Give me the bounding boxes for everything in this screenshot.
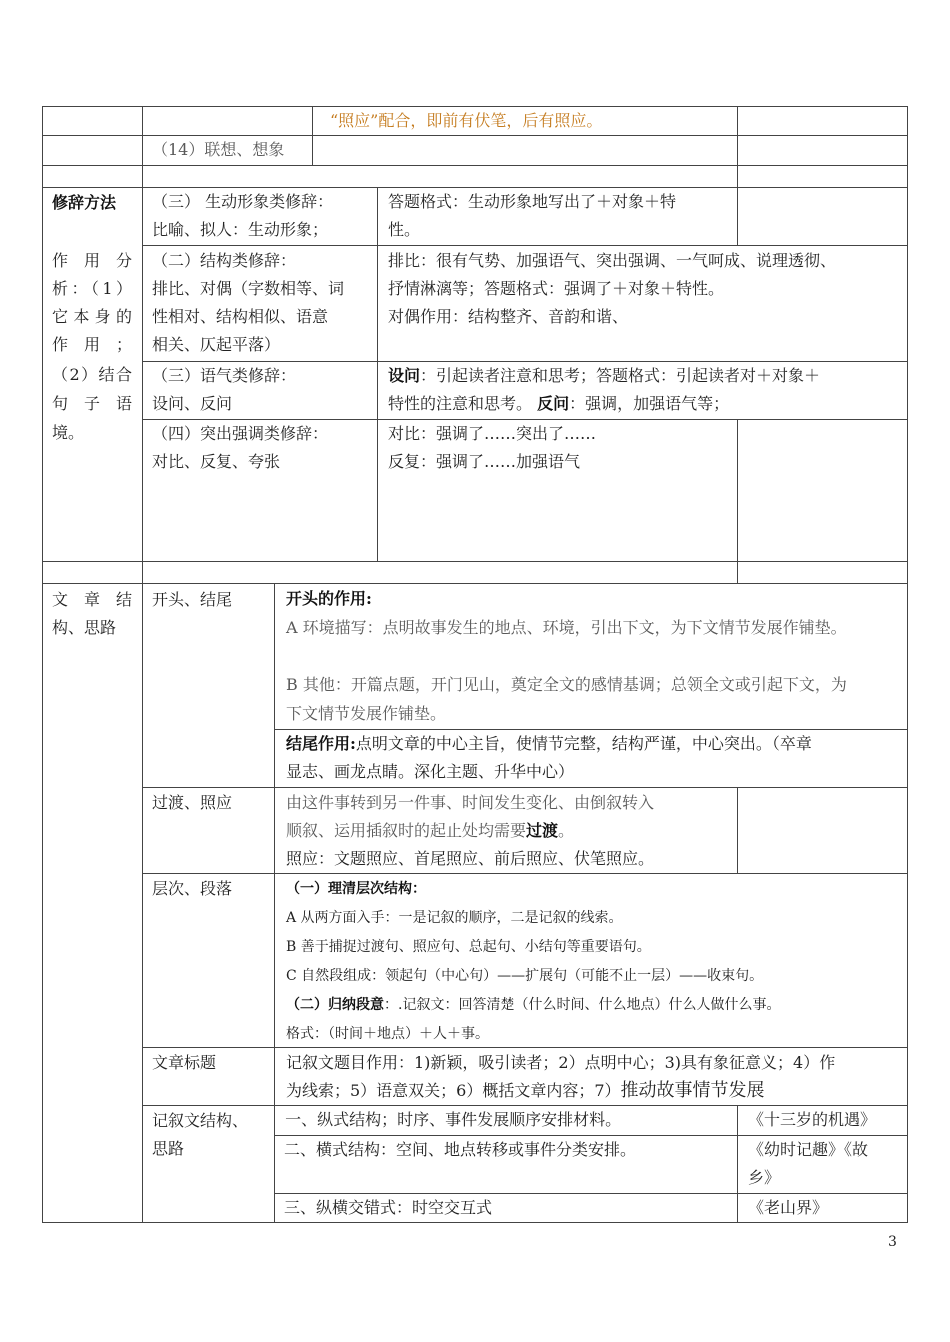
narrative-row-text: 二、横式结构：空间、地点转移或事件分类安排。 xyxy=(284,1140,637,1159)
rhetorical-question-text: ：强调，加强语气等； xyxy=(569,394,730,413)
grid-line xyxy=(42,583,908,584)
analysis-line: （2）结合 xyxy=(52,365,132,384)
rhetoric-type-line: 比喻、拟人：生动形象； xyxy=(152,220,329,239)
association-item: （14）联想、想象 xyxy=(152,140,285,159)
question-text: 特性的注意和思考。 xyxy=(388,394,533,413)
rhetoric-answer-line: 抒情淋漓等；答题格式：强调了＋对象＋特性。 xyxy=(388,279,725,298)
ending-line: 显志、画龙点睛。深化主题、升华中心） xyxy=(286,762,575,781)
title-row-label: 文章标题 xyxy=(152,1053,217,1072)
levels-line: C 自然段组成：领起句（中心句）——扩展句（可能不止一层）——收束句。 xyxy=(286,968,764,984)
grid-line xyxy=(42,561,908,562)
transition-label: 过渡、照应 xyxy=(152,793,233,812)
grid-line xyxy=(907,106,908,1222)
rhetoric-type-line: （二）结构类修辞： xyxy=(152,251,297,270)
grid-line xyxy=(142,787,908,788)
title-row-line xyxy=(286,1077,765,1105)
opening-label: 开头、结尾 xyxy=(152,590,233,609)
grid-line xyxy=(737,787,738,873)
rhetoric-type-line: 排比、对偶（字数相等、词 xyxy=(152,279,345,298)
title-row-line: 记叙文题目作用：1)新颖，吸引读者；2）点明中心；3)具有象征意义；4）作 xyxy=(286,1053,836,1072)
narrative-example: 《十三岁的机遇》 xyxy=(748,1110,877,1129)
rhetoric-type-line: （三） 生动形象类修辞： xyxy=(152,192,334,211)
analysis-line: 作 用 ； xyxy=(52,335,132,354)
opening-b-line: 下文情节发展作铺垫。 xyxy=(286,704,447,723)
rhetoric-answer-line: 对偶作用：结构整齐、音韵和谐、 xyxy=(388,307,629,326)
rhetoric-answer-line xyxy=(388,362,820,390)
rhetoric-type-line: （四）突出强调类修辞： xyxy=(152,424,329,443)
levels-line: A 从两方面入手：一是记叙的顺序，二是记叙的线索。 xyxy=(286,910,623,926)
narrative-row-text: 一、纵式结构；时序、事件发展顺序安排材料。 xyxy=(280,1110,622,1129)
transition-end: 。 xyxy=(558,821,575,840)
page-number: 3 xyxy=(888,1234,897,1250)
grid-line xyxy=(42,106,43,1222)
narrative-example: 《老山界》 xyxy=(748,1198,829,1217)
transition-line xyxy=(286,817,574,845)
question-label: 设问 xyxy=(388,366,421,385)
grid-line xyxy=(737,187,738,245)
title-row-text: 为线索；5）语意双关；6）概括文章内容；7） xyxy=(286,1081,621,1100)
grid-line xyxy=(312,106,313,165)
ending-label: 结尾作用: xyxy=(286,734,356,753)
structure-title-line: 文 章 结 xyxy=(52,590,132,609)
grid-line xyxy=(737,1105,738,1222)
narrative-example: 《幼时记趣》《故 xyxy=(748,1140,869,1159)
transition-text: 顺叙、运用插叙时的起止处均需要 xyxy=(286,821,527,840)
ending-text: 点明文章的中心主旨，使情节完整，结构严谨，中心突出。（卒章 xyxy=(355,734,812,753)
levels-label: 层次、段落 xyxy=(152,879,233,898)
grid-line xyxy=(274,583,275,1222)
rhetoric-title: 修辞方法 xyxy=(52,193,117,212)
rhetoric-type-line: 相关、仄起平落） xyxy=(152,335,281,354)
opening-heading: 开头的作用: xyxy=(286,589,372,608)
question-text: ：引起读者注意和思考；答题格式：引起读者对＋对象＋ xyxy=(420,366,821,385)
ending-line xyxy=(286,730,812,758)
grid-line xyxy=(142,1047,908,1048)
rhetoric-type-line: 性相对、结构相似、语意 xyxy=(152,307,329,326)
levels-heading: （一）理清层次结构： xyxy=(286,881,426,897)
rhetoric-type-line: 设问、反问 xyxy=(152,394,233,413)
rhetoric-answer-line: 对比：强调了……突出了…… xyxy=(388,424,597,443)
summary-line xyxy=(286,991,780,1020)
title-row-emphasis: 推动故事情节发展 xyxy=(620,1080,765,1101)
narrative-example: 乡》 xyxy=(748,1168,781,1187)
grid-line xyxy=(377,187,378,561)
transition-line: 由这件事转到另一件事、时间发生变化、由倒叙转入 xyxy=(286,793,655,812)
echo-note: “照应”配合，即前有伏笔，后有照应。 xyxy=(330,111,603,130)
analysis-line: 析：（1） xyxy=(52,279,132,298)
rhetorical-question-label: 反问 xyxy=(537,394,570,413)
analysis-line: 它本身的 xyxy=(52,307,132,326)
format-line: 格式：（时间＋地点）＋人＋事。 xyxy=(286,1026,489,1042)
grid-line xyxy=(42,1222,908,1223)
rhetoric-answer-line: 答题格式：生动形象地写出了＋对象＋特 xyxy=(388,192,677,211)
rhetoric-answer-line xyxy=(388,390,729,418)
opening-a-line: A 环境描写：点明故事发生的地点、环境，引出下文，为下文情节发展作铺垫。 xyxy=(286,618,847,637)
analysis-line: 句 子 语 xyxy=(52,394,132,413)
grid-line xyxy=(142,245,908,246)
rhetoric-answer-line: 反复：强调了……加强语气 xyxy=(388,452,581,471)
opening-b-line: B 其他：开篇点题，开门见山，奠定全文的感情基调；总领全文或引起下文，为 xyxy=(286,675,847,694)
levels-line: B 善于捕捉过渡句、照应句、总起句、小结句等重要语句。 xyxy=(286,939,651,955)
rhetoric-type-line: 对比、反复、夸张 xyxy=(152,452,281,471)
grid-line xyxy=(142,873,908,874)
narrative-label-line: 记叙文结构、 xyxy=(152,1111,249,1130)
analysis-line: 境。 xyxy=(52,423,85,442)
summary-label: （二）归纳段意 xyxy=(286,997,384,1013)
narrative-label-line: 思路 xyxy=(152,1139,185,1158)
rhetoric-answer-line: 排比：很有气势、加强语气、突出强调、一气呵成、说理透彻、 xyxy=(388,251,837,270)
grid-line xyxy=(42,165,908,166)
narrative-row-text: 三、纵横交错式：时空交互式 xyxy=(284,1198,493,1217)
analysis-line: 作 用 分 xyxy=(52,251,132,270)
grid-line xyxy=(737,419,738,583)
structure-title-line: 构、思路 xyxy=(52,618,117,637)
rhetoric-answer-line: 性。 xyxy=(388,220,421,239)
grid-line xyxy=(142,106,143,1222)
summary-text: ：.记叙文：回答清楚（什么时间、什么地点）什么人做什么事。 xyxy=(384,997,781,1013)
transition-keyword: 过渡 xyxy=(526,821,559,840)
grid-line xyxy=(737,106,738,187)
rhetoric-type-line: （三）语气类修辞： xyxy=(152,366,297,385)
echo-line: 照应：文题照应、首尾照应、前后照应、伏笔照应。 xyxy=(286,849,655,868)
